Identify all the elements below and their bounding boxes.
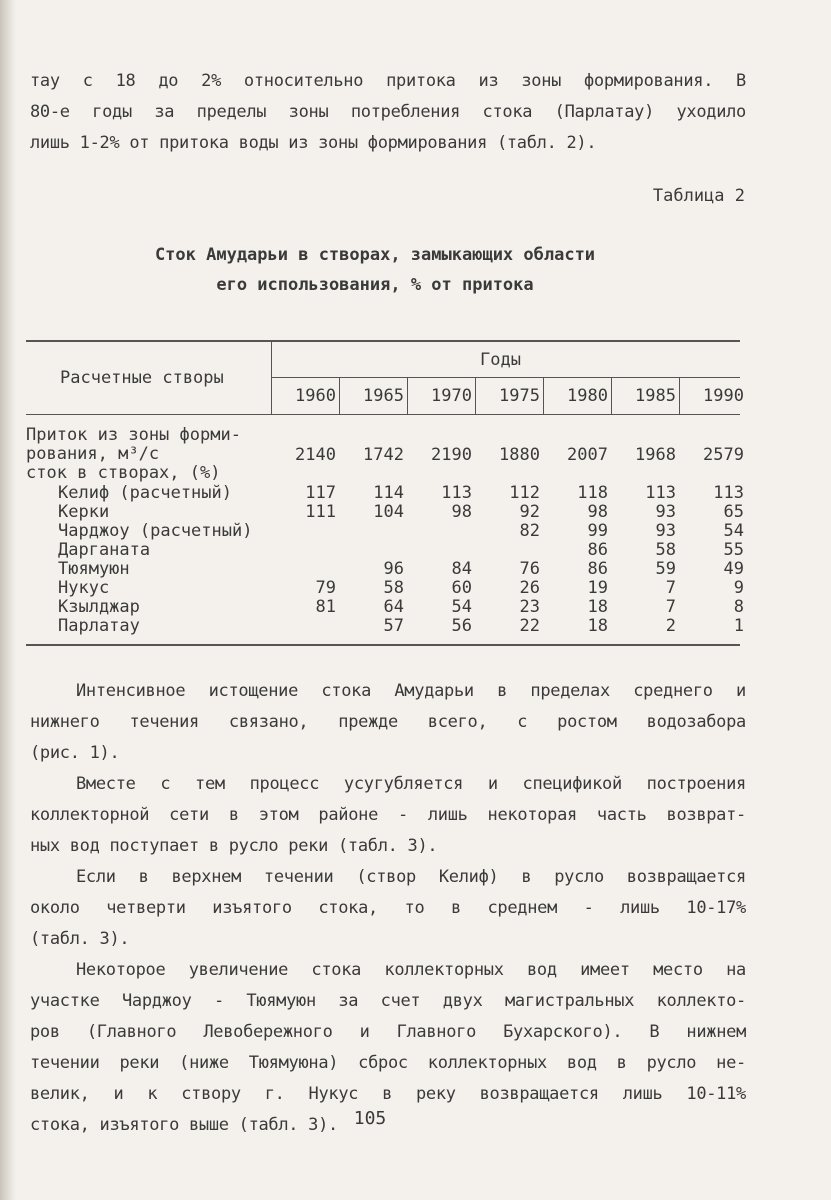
table-years-rule [271,377,740,378]
table-cell: 118 [577,483,608,503]
table-year-divider [543,378,544,415]
table-cell: 81 [315,597,336,617]
table-bottom-rule [26,644,740,646]
year-header: 1975 [499,386,540,406]
page-edge-shadow [0,0,16,1200]
row-label: Келиф (расчетный) [58,483,232,503]
year-header: 1980 [567,386,608,406]
table-cell: 84 [451,559,472,579]
table-cell: 113 [645,483,676,503]
table-cell: 79 [315,578,336,598]
table-cell: 58 [655,540,676,560]
inflow-value: 2190 [431,445,472,465]
inflow-value: 1880 [499,445,540,465]
table-year-divider [339,378,340,415]
table-cell: 93 [655,521,676,541]
text-line: Некоторое увеличение стока коллекторных вод имеет место на [76,960,746,980]
table-cell: 54 [451,597,472,617]
inflow-value: 2140 [295,445,336,465]
text-line: лишь 1-2% от притока воды из зоны формирования (табл. 2). [30,133,597,153]
table-cell: 49 [723,559,744,579]
inflow-value: 1742 [363,445,404,465]
text-line: Интенсивное истощение стока Амударьи в пределах среднего и [76,681,746,701]
table-header-divider [271,341,272,415]
table-cell: 93 [655,502,676,522]
row-label: Дарганата [58,540,151,560]
table-cell: 18 [587,616,608,636]
year-header: 1960 [295,386,336,406]
table-cell: 92 [519,502,540,522]
table-cell: 82 [519,521,540,541]
table-cell: 114 [373,483,404,503]
text-line: тау с 18 до 2% относительно притока из зоны формирования. В [30,71,746,91]
row-label: Керки [58,502,110,522]
table-cell: 60 [451,578,472,598]
inflow-value: 1968 [635,445,676,465]
text-line: Вместе с тем процесс усугубляется и спецификой построения [76,774,746,794]
inflow-value: 2007 [567,445,608,465]
text-line: (рис. 1). [30,743,120,763]
inflow-label: Приток из зоны форми- [26,425,241,445]
text-line: стока, изъятого выше (табл. 3). [30,1115,338,1135]
table-cell: 112 [509,483,540,503]
row-label: Кзылджар [58,597,140,617]
table-cell: 76 [519,559,540,579]
table-cell: 65 [723,502,744,522]
table-title-line: его использования, % от притока [216,275,534,295]
table-cell: 113 [713,483,744,503]
body-text [30,676,746,1141]
table-title-line: Сток Амударьи в створах, замыкающих области [154,245,596,265]
table-year-divider [611,378,612,415]
table-top-rule [26,340,740,342]
table-cell: 7 [665,578,676,598]
text-line: коллекторной сети в этом районе - лишь некоторая часть возврат- [30,805,746,825]
table-cell: 1 [733,616,744,636]
table-header-bottom-rule [26,414,740,415]
table-cell: 86 [587,559,608,579]
page-number: 105 [353,1108,387,1129]
table-cell: 56 [451,616,472,636]
text-line: велик, и к створу г. Нукус в реку возвращается лишь 10-11% [30,1084,746,1104]
text-line: ных вод поступает в русло реки (табл. 3). [30,836,438,856]
table-cell: 104 [373,502,404,522]
table-cell: 19 [587,578,608,598]
table-cell: 98 [451,502,472,522]
text-line: около четверти изъятого стока, то в среднем - лишь 10-17% [30,898,746,918]
text-line: участке Чарджоу - Тюямуюн за счет двух магистральных коллекто- [30,991,746,1011]
table-cell: 8 [733,597,744,617]
table-year-divider [407,378,408,415]
table-year-divider [475,378,476,415]
year-header: 1990 [703,386,744,406]
row-label: Парлатау [58,616,140,636]
table-cell: 57 [383,616,404,636]
table-cell: 58 [383,578,404,598]
intro-paragraph [30,66,746,159]
table-cell: 59 [655,559,676,579]
inflow-value: 2579 [703,445,744,465]
corner-header: Расчетные створы [60,368,224,388]
table-cell: 111 [305,502,336,522]
table-cell: 55 [723,540,744,560]
table-cell: 117 [305,483,336,503]
table-cell: 2 [665,616,676,636]
text-line: ров (Главного Левобережного и Главного Бухарского). В нижнем [30,1022,746,1042]
table-cell: 9 [733,578,744,598]
table-cell: 26 [519,578,540,598]
inflow-label: рования, м³/с [26,444,160,464]
table-cell: 18 [587,597,608,617]
row-label: Тюямуюн [58,559,130,579]
table-year-divider [679,378,680,415]
row-label: Чарджоу (расчетный) [58,521,253,541]
table-cell: 64 [383,597,404,617]
table-cell: 86 [587,540,608,560]
table-cell: 96 [383,559,404,579]
table-cell: 54 [723,521,744,541]
row-label: Нукус [58,578,110,598]
table-cell: 22 [519,616,540,636]
text-line: нижнего течения связано, прежде всего, с ростом водозабора [30,712,746,732]
text-line: 80-е годы за пределы зоны потребления стока (Парлатау) уходило [30,102,746,122]
year-header: 1970 [431,386,472,406]
table-cell: 113 [441,483,472,503]
year-header: 1965 [363,386,404,406]
section-label: сток в створах, (%) [26,463,221,483]
table-cell: 7 [665,597,676,617]
text-line: течении реки (ниже Тюямуюна) сброс коллекторных вод в русло не- [30,1053,746,1073]
year-header: 1985 [635,386,676,406]
table-cell: 98 [587,502,608,522]
table-label: Таблица 2 [652,186,745,206]
text-line: (табл. 3). [30,929,130,949]
table-cell: 23 [519,597,540,617]
table-title [0,240,750,300]
years-group-header: Годы [480,350,521,370]
table-cell: 99 [587,521,608,541]
text-line: Если в верхнем течении (створ Келиф) в русло возвращается [76,867,746,887]
